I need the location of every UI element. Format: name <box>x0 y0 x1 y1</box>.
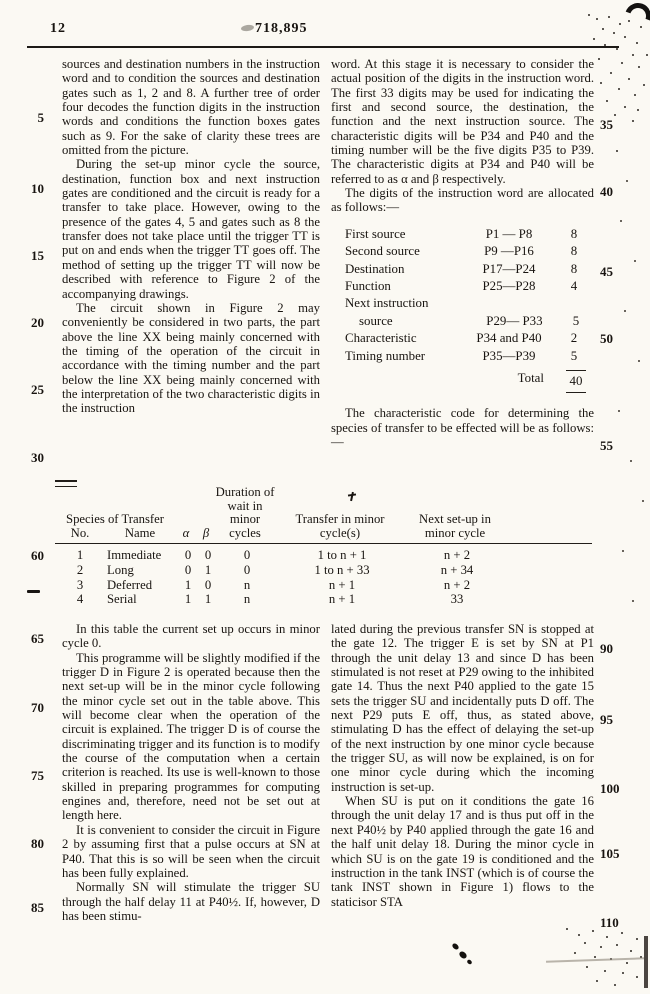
margin-line-number: 70 <box>31 700 44 715</box>
paragraph: The characteristic code for determining the species of transfer to be effected will be as follows:— <box>331 406 594 450</box>
duration-header: Duration of wait in minor cycles <box>215 485 275 540</box>
margin-line-number: 65 <box>31 631 44 646</box>
left-column-top <box>62 57 320 416</box>
ink-smudge <box>241 24 255 32</box>
margin-line-number: 60 <box>31 548 44 563</box>
margin-line-number: 55 <box>600 438 613 453</box>
alpha-value: 1 <box>184 577 192 592</box>
allocation-range: P35—P39 <box>482 348 536 363</box>
allocation-range <box>463 295 555 312</box>
paragraph: Normally SN will stimulate the trigger SU through the half delay 11 at P40½. If, however, D has been stimu- <box>62 880 320 923</box>
alpha-value: 0 <box>184 562 192 577</box>
ink-blot <box>458 950 468 960</box>
species-header: Species of Transfer <box>66 512 164 527</box>
species-no: 1 <box>76 548 84 563</box>
scan-streak <box>546 957 644 962</box>
edge-artifact <box>644 936 648 988</box>
ink-curl-artifact <box>621 0 650 33</box>
no-header: No. <box>70 525 90 540</box>
allocation-total-row <box>345 370 594 393</box>
allocation-label: Function <box>345 279 391 293</box>
species-header-group <box>55 513 175 540</box>
transfer-in-value: n + 1 <box>328 577 356 592</box>
allocation-range: P9 —P16 <box>484 244 534 259</box>
page-number: 12 <box>50 21 66 36</box>
allocation-bits: 8 <box>570 226 578 241</box>
margin-line-number: 35 <box>600 117 613 132</box>
allocation-row <box>345 226 594 243</box>
next-setup-header: Next set-up in minor cycle <box>419 512 491 540</box>
next-setup-value: n + 2 <box>443 577 471 592</box>
paragraph: It is convenient to consider the circuit in Figure 2 by assuming first that a pulse occurs at SN at P40. That this is so will be seen when the circuit has been fully explained. <box>62 822 320 880</box>
speckle-noise <box>616 150 618 152</box>
allocation-range: P25—P28 <box>482 279 536 293</box>
paragraph: The digits of the instruction word are allocated as follows:— <box>331 186 594 215</box>
alpha-header: α <box>182 525 190 540</box>
margin-line-number: 30 <box>31 450 44 465</box>
transfer-in-header: Transfer in minor cycle(s) <box>295 512 385 540</box>
beta-value: 0 <box>204 577 212 592</box>
margin-line-number: 25 <box>31 382 44 397</box>
allocation-label: Timing number <box>345 348 426 363</box>
allocation-row <box>345 348 594 365</box>
allocation-label: Destination <box>345 261 405 276</box>
table-row <box>55 563 592 578</box>
allocation-total-number: 40 <box>566 370 587 393</box>
paragraph: word. At this stage it is necessary to consider the actual position of the digits in the instruction word. The first 33 digits may be used for indicating the first and second source, the destination, the function and the next instruction source. The characteristic digits will be P34 and P40 and the timing number will be the five digits P35 to P39. The characteristic digits at P34 and P40 will be referred to as α and β respectively. <box>331 57 594 186</box>
allocation-range: P1 — P8 <box>485 226 533 241</box>
allocation-bits: 8 <box>570 244 578 259</box>
allocation-range: P34 and P40 <box>476 331 542 346</box>
paragraph: In this table the current set up occurs in minor cycle 0. <box>62 622 320 651</box>
margin-dash-artifact <box>27 590 40 593</box>
ink-blot <box>451 942 460 950</box>
left-column-bottom <box>62 622 320 923</box>
margin-line-number: 75 <box>31 768 44 783</box>
allocation-bits <box>555 295 593 312</box>
allocation-range: P29— P33 <box>486 313 543 328</box>
margin-line-number: 105 <box>600 846 620 861</box>
duration-value: n <box>243 592 251 607</box>
species-name: Long <box>107 562 134 577</box>
duration-value: n <box>243 577 251 592</box>
allocation-row <box>345 261 594 278</box>
margin-line-number: 100 <box>600 781 620 796</box>
species-no: 4 <box>76 592 84 607</box>
allocation-total-value <box>558 370 594 393</box>
transfer-species-table <box>55 486 592 607</box>
margin-line-number: 110 <box>600 915 619 930</box>
allocation-total-label: Total <box>517 371 544 386</box>
allocation-row <box>345 313 594 330</box>
transfer-in-value: 1 to n + 33 <box>314 562 370 577</box>
margin-line-number: 20 <box>31 315 44 330</box>
allocation-bits: 5 <box>572 313 580 328</box>
species-name: Deferred <box>107 577 153 592</box>
paragraph: During the set-up minor cycle the source, destination, function box and next instruction gates are conditioned and the circuit is ready for a transfer to take place. However, owing to the presence of the gates 4, 5 and gates such as 8 the transfer does not take place until the trigger TT is put on and ends when the trigger TT goes off. The method of setting up the trigger TT will now be described with reference to Figure 2 of the accompanying drawings. <box>62 157 320 301</box>
allocation-row <box>345 278 594 295</box>
allocation-row <box>345 295 594 312</box>
transfer-table-body <box>55 548 592 606</box>
allocation-bits: 8 <box>570 261 578 276</box>
allocation-row <box>345 330 594 347</box>
margin-line-number: 90 <box>600 641 613 656</box>
allocation-label: Characteristic <box>345 331 417 346</box>
transfer-in-value: 1 to n + 1 <box>317 548 367 563</box>
allocation-range: P17—P24 <box>482 261 536 276</box>
margin-line-number: 15 <box>31 248 44 263</box>
transfer-table-header <box>55 486 592 544</box>
ink-blot <box>466 959 472 965</box>
allocation-row <box>345 243 594 260</box>
allocation-label: Next instruction <box>345 296 429 311</box>
allocation-bits: 5 <box>570 348 578 363</box>
duration-value: 0 <box>243 562 251 577</box>
beta-value: 1 <box>204 592 212 607</box>
margin-line-number: 45 <box>600 264 613 279</box>
margin-line-number: 95 <box>600 712 613 727</box>
right-column-bottom <box>331 622 594 909</box>
margin-line-number: 5 <box>37 110 44 125</box>
speckle-noise <box>566 928 568 930</box>
table-row <box>55 592 592 607</box>
next-setup-value: n + 34 <box>440 562 474 577</box>
paragraph: This programme will be slightly modified if the trigger D in Figure 2 is operated because then the next set-up will be in the minor cycle following the minor cycle set out in the table above. This will become clear when the operation of the circuit is explained. The trigger D is of course the discriminating trigger and its function is to modify the course of the computation when a certain criterion is reached. Its use is well-known to those skilled in preparing programmes for computing engines and, therefore, need not be set out at length here. <box>62 650 320 823</box>
margin-line-number: 50 <box>600 331 613 346</box>
table-row <box>55 578 592 593</box>
duration-value: 0 <box>243 548 251 563</box>
margin-line-number: 10 <box>31 181 44 196</box>
species-name: Serial <box>107 592 137 607</box>
allocation-bits: 4 <box>570 279 578 293</box>
name-header: Name <box>124 525 156 540</box>
allocation-label: Second source <box>345 244 420 259</box>
margin-line-number: 85 <box>31 900 44 915</box>
beta-value: 1 <box>204 562 212 577</box>
beta-value: 0 <box>204 548 212 563</box>
right-column-top <box>331 57 594 449</box>
allocation-label: source <box>359 313 393 328</box>
instruction-word-allocation-table <box>345 226 594 394</box>
paragraph: sources and destination numbers in the instruction word and to condition the sources and destination gates such as 1, 2 and 8. A further tree of order four decodes the function digits in the instruction words and conditions the function boxes gates such as 9. For the sake of clarity these trees are omitted from the picture. <box>62 57 320 158</box>
allocation-label: First source <box>345 226 406 241</box>
speckle-noise <box>588 14 590 16</box>
next-setup-value: n + 2 <box>443 548 471 563</box>
table-rule-fragment <box>55 480 77 487</box>
allocation-bits: 2 <box>570 331 578 346</box>
species-no: 3 <box>76 577 84 592</box>
table-row <box>55 548 592 563</box>
paragraph: When SU is put on it conditions the gate 16 through the unit delay 17 and is thus put off in the next P40½ by P40 applied through the gate 16 and the half unit delay 18. During the minor cycle in which SU is on the gate 19 is conditioned and the instruction in the tank INST (which is of course the tank INST shown in Figure 1) flows to the staticisor STA <box>331 794 594 909</box>
alpha-value: 0 <box>184 548 192 563</box>
transfer-in-value: n + 1 <box>328 592 356 607</box>
beta-header: β <box>202 525 210 540</box>
alpha-value: 1 <box>184 592 192 607</box>
next-setup-value: 33 <box>450 592 464 607</box>
species-no: 2 <box>76 562 84 577</box>
patent-number: 718,895 <box>255 21 308 36</box>
paragraph: The circuit shown in Figure 2 may conveniently be considered in two parts, the part above the line XX being mainly concerned with the timing of the operation of the circuit in accordance with the timing number and the part below the line XX being mainly concerned with the interpretation of the two characteristic digits in the instruction <box>62 300 320 416</box>
margin-line-number: 40 <box>600 184 613 199</box>
margin-line-number: 80 <box>31 836 44 851</box>
paragraph: lated during the previous transfer SN is stopped at the gate 12. The trigger E is set by SN at P1 through the unit delay 13 and since D has been stimulated is not reset at P29 owing to the inhibited gate 14. Thus the next P40 applied to the gate 15 sets the trigger SU and incidentally puts D off. The next P29 puts E off, thus, as stated above, stimulating D has the effect of delaying the set-up of the next instruction by one minor cycle because the trigger SU, as will now be explained, is on for one minor cycle during which the incoming instruction is set-up. <box>331 622 594 794</box>
header-rule <box>27 46 619 48</box>
species-name: Immediate <box>107 548 162 563</box>
